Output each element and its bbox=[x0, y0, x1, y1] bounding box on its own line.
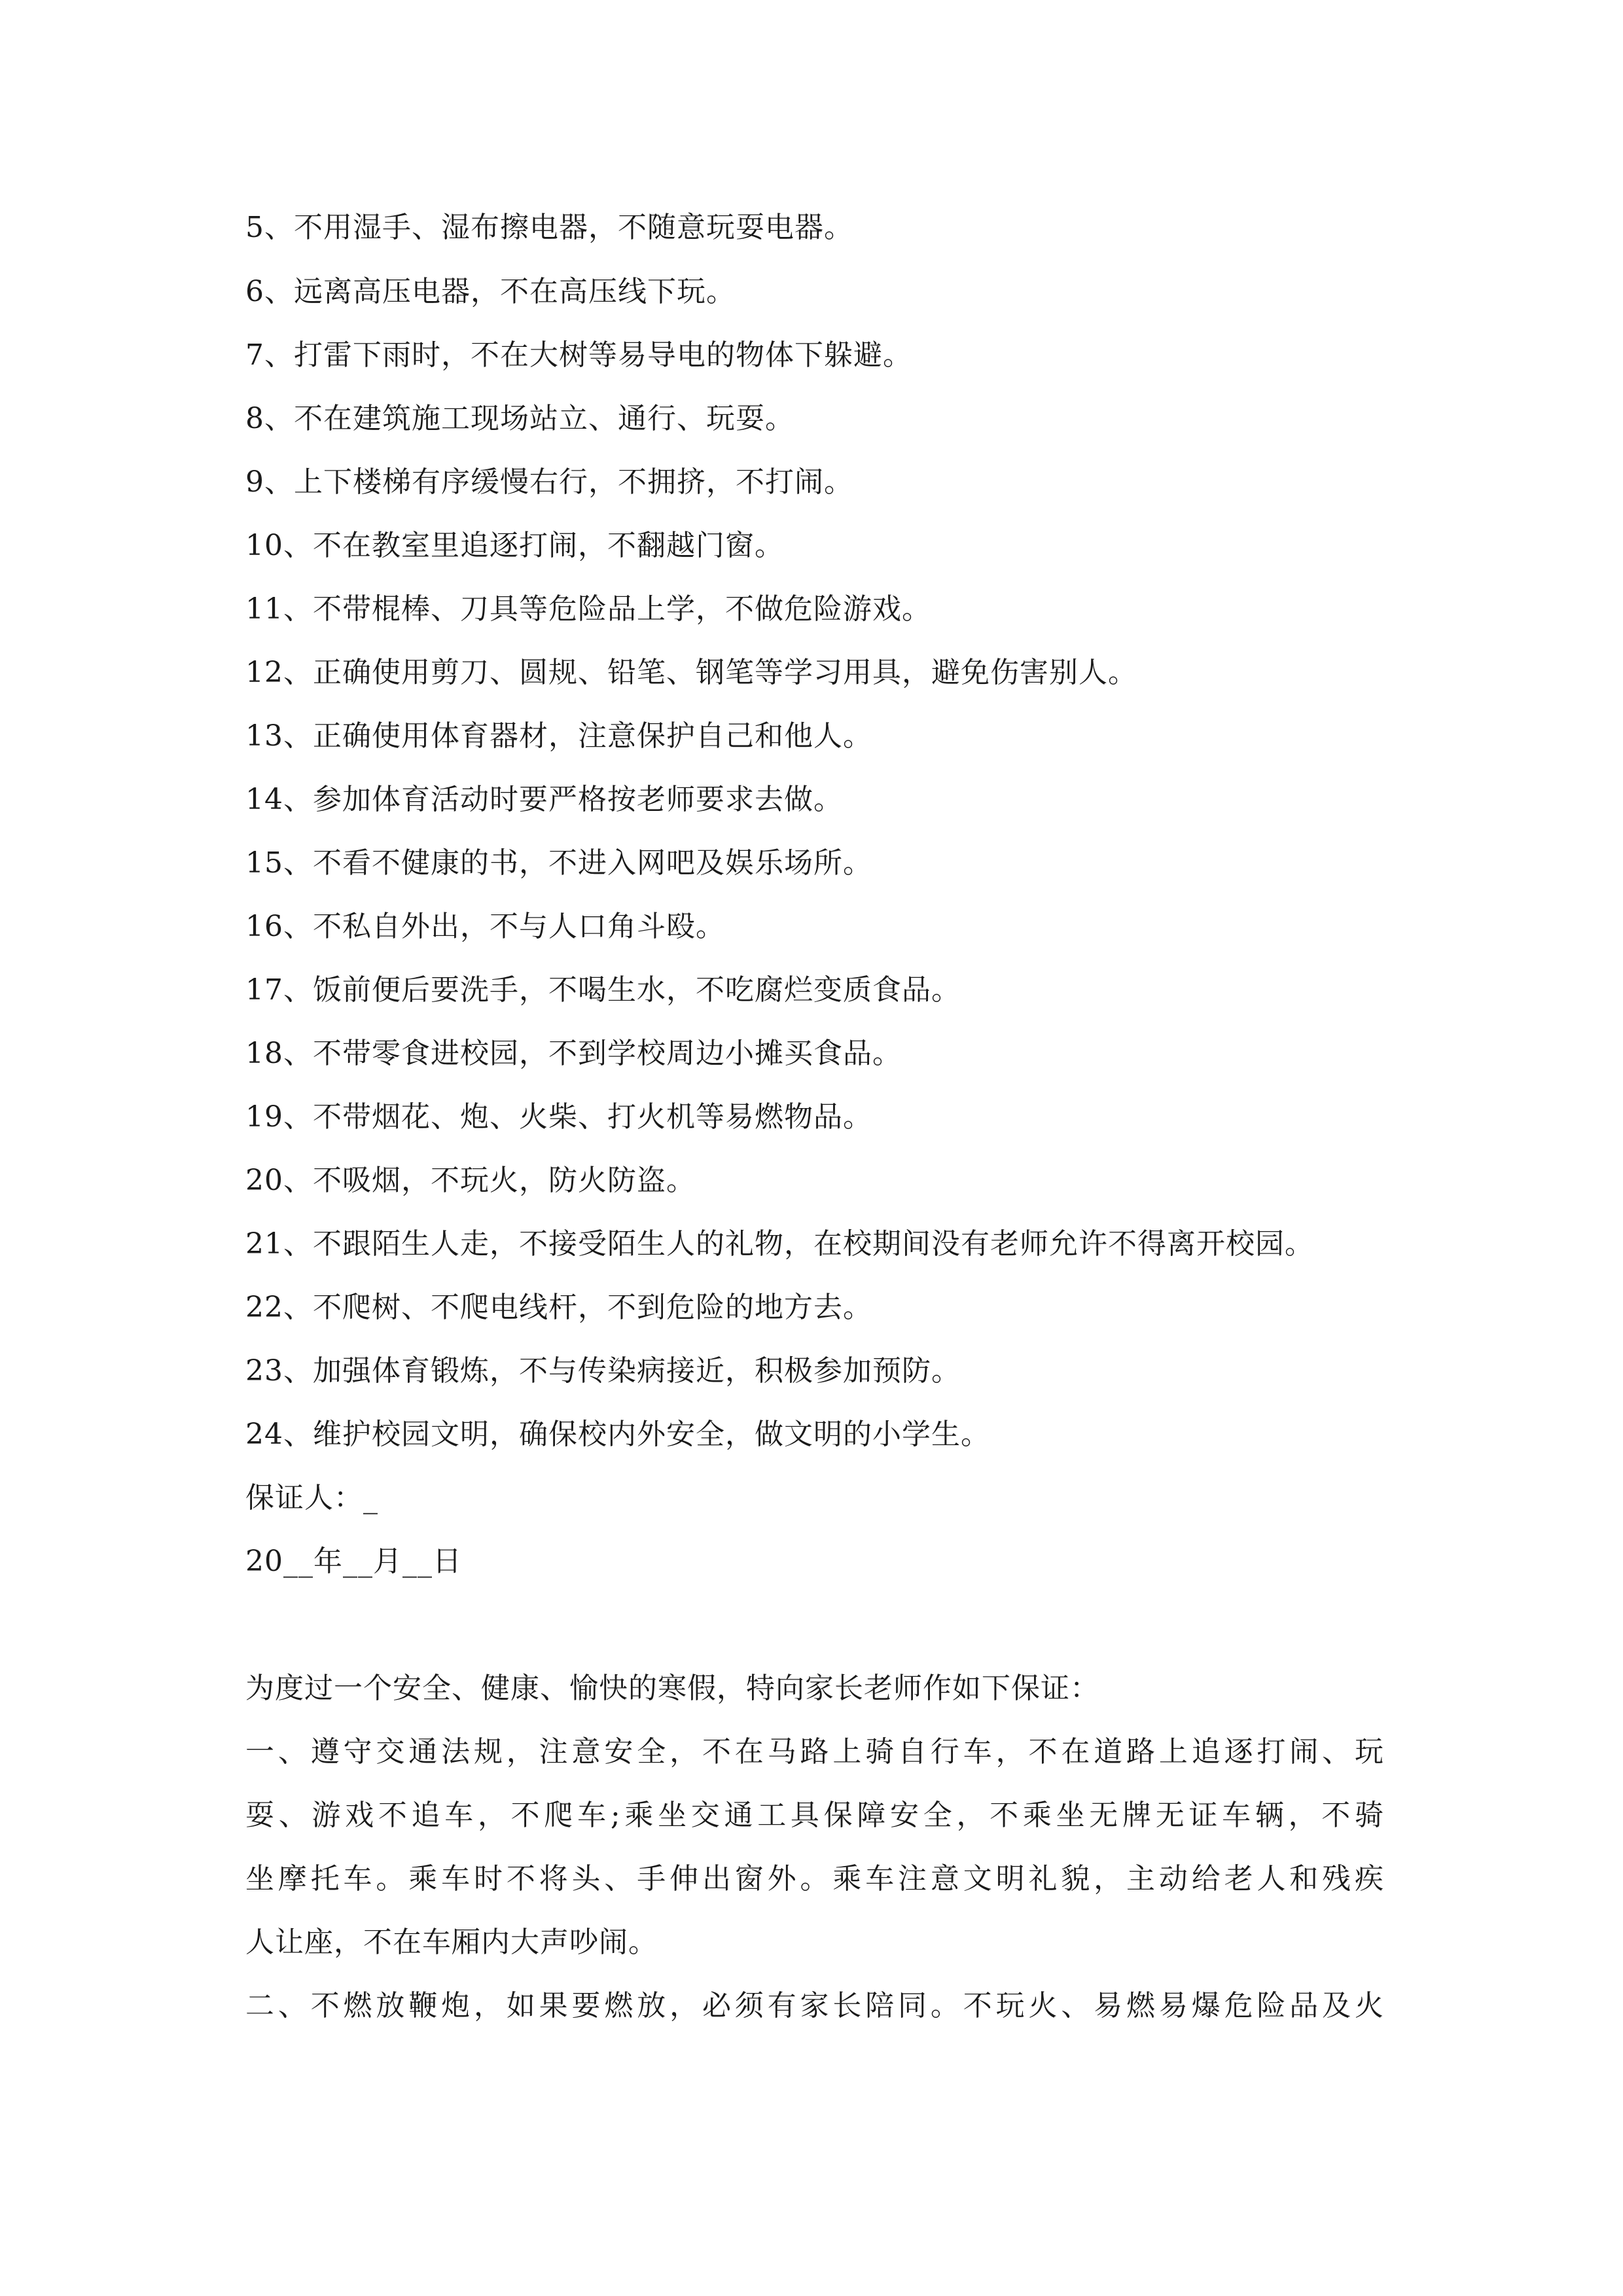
rule-item-14: 14、参加体育活动时要严格按老师要求去做。 bbox=[245, 783, 843, 816]
rule-item-21: 21、不跟陌生人走，不接受陌生人的礼物，在校期间没有老师允许不得离开校园。 bbox=[245, 1227, 1314, 1261]
rule-item-18: 18、不带零食进校园，不到学校周边小摊买食品。 bbox=[245, 1037, 902, 1070]
rule-item-8: 8、不在建筑施工现场站立、通行、玩耍。 bbox=[245, 402, 794, 435]
rule-item-13: 13、正确使用体育器材，注意保护自己和他人。 bbox=[245, 719, 872, 753]
rule-item-11: 11、不带棍棒、刀具等危险品上学，不做危险游戏。 bbox=[245, 592, 931, 626]
item-one-line: 耍、游戏不追车，不爬车;乘坐交通工具保障安全，不乘坐无牌无证车辆，不骑 bbox=[245, 1799, 1384, 1832]
rule-item-24: 24、维护校园文明，确保校内外安全，做文明的小学生。 bbox=[245, 1418, 990, 1451]
item-two-line: 二、不燃放鞭炮，如果要燃放，必须有家长陪同。不玩火、易燃易爆危险品及火 bbox=[245, 1989, 1384, 2022]
rule-item-16: 16、不私自外出，不与人口角斗殴。 bbox=[245, 910, 725, 943]
date-line: 20__年__月__日 bbox=[245, 1545, 462, 1578]
rule-item-9: 9、上下楼梯有序缓慢右行，不拥挤，不打闹。 bbox=[245, 465, 853, 499]
item-one-line: 坐摩托车。乘车时不将头、手伸出窗外。乘车注意文明礼貌，主动给老人和残疾 bbox=[245, 1862, 1384, 1895]
item-one-line: 一、遵守交通法规，注意安全，不在马路上骑自行车，不在道路上追逐打闹、玩 bbox=[245, 1735, 1384, 1768]
rule-item-12: 12、正确使用剪刀、圆规、铅笔、钢笔等学习用具，避免伤害别人。 bbox=[245, 656, 1137, 689]
rule-item-5: 5、不用湿手、湿布擦电器，不随意玩耍电器。 bbox=[245, 211, 853, 244]
rule-item-10: 10、不在教室里追逐打闹，不翻越门窗。 bbox=[245, 529, 784, 562]
rule-item-19: 19、不带烟花、炮、火柴、打火机等易燃物品。 bbox=[245, 1100, 872, 1134]
rule-item-6: 6、远离高压电器，不在高压线下玩。 bbox=[245, 275, 736, 308]
rule-item-7: 7、打雷下雨时，不在大树等易导电的物体下躲避。 bbox=[245, 338, 912, 372]
item-one-line: 人让座，不在车厢内大声吵闹。 bbox=[245, 1926, 658, 1959]
section-intro: 为度过一个安全、健康、愉快的寒假，特向家长老师作如下保证： bbox=[245, 1672, 1099, 1705]
rule-item-22: 22、不爬树、不爬电线杆，不到危险的地方去。 bbox=[245, 1291, 872, 1324]
rule-item-15: 15、不看不健康的书，不进入网吧及娱乐场所。 bbox=[245, 846, 872, 880]
rule-item-17: 17、饭前便后要洗手，不喝生水，不吃腐烂变质食品。 bbox=[245, 973, 961, 1007]
rule-item-20: 20、不吸烟，不玩火，防火防盗。 bbox=[245, 1164, 696, 1197]
rule-item-23: 23、加强体育锻炼，不与传染病接近，积极参加预防。 bbox=[245, 1354, 961, 1388]
guarantor-line: 保证人：_ bbox=[245, 1481, 378, 1515]
